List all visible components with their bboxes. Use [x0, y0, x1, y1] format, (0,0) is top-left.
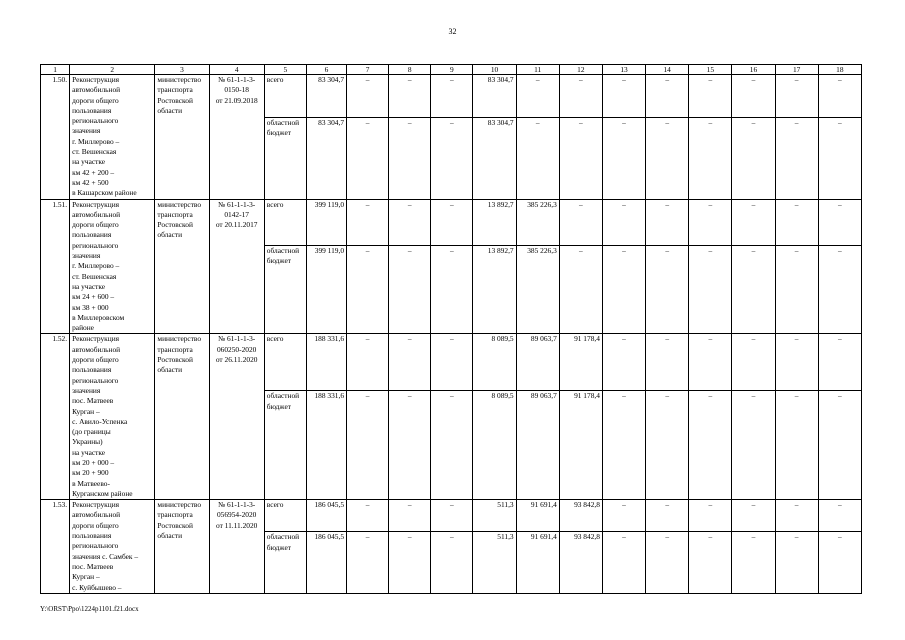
document-cell-line: № 61-1-1-3- [218, 334, 256, 344]
amount-cell: – [559, 75, 602, 118]
table-row [41, 500, 862, 532]
amount-cell: – [389, 199, 431, 245]
amount-cell: – [646, 500, 689, 532]
object-name-cell-line: Реконструкция [72, 199, 120, 209]
amount-cell: – [646, 75, 689, 118]
amount-cell: 83 304,7 [473, 117, 516, 199]
object-name-cell-line: пос. Матвеев [72, 396, 114, 406]
amount-cell: – [689, 75, 732, 118]
document-cell-line: № 61-1-1-3- [218, 75, 256, 84]
amount-cell: – [347, 117, 389, 199]
object-name-cell-line: автомобильной [72, 510, 121, 520]
amount-cell: – [646, 117, 689, 199]
object-name-cell-line: на участке [72, 281, 106, 291]
amount-cell: 399 119,0 [306, 199, 346, 245]
amount-cell: – [389, 334, 431, 391]
organization-cell-line: министерство [157, 75, 202, 84]
column-number-cell: 9 [431, 65, 473, 75]
object-name-cell-line: км 20 + 000 – [72, 457, 115, 467]
object-name-cell-line: регионального [72, 375, 119, 385]
object-name-cell [70, 500, 155, 594]
amount-cell: – [818, 199, 861, 245]
column-number-cell: 2 [70, 65, 155, 75]
organization-cell [155, 500, 209, 594]
amount-cell: 186 045,5 [306, 500, 346, 532]
column-number-cell: 15 [689, 65, 732, 75]
column-number-cell: 18 [818, 65, 861, 75]
amount-cell: – [347, 532, 389, 594]
amount-cell: 186 045,5 [306, 532, 346, 594]
column-number-cell: 7 [347, 65, 389, 75]
amount-cell: – [732, 117, 775, 199]
organization-cell-line: области [157, 105, 183, 115]
column-number-cell: 16 [732, 65, 775, 75]
amount-cell: 91 178,4 [559, 334, 602, 391]
object-name-cell-line: дороги общего [72, 95, 119, 105]
amount-cell: – [689, 117, 732, 199]
column-number-cell: 10 [473, 65, 516, 75]
organization-cell-line: министерство [157, 199, 202, 209]
amount-cell: – [431, 199, 473, 245]
document-cell-line: от 21.09.2018 [215, 95, 258, 105]
object-name-cell-line: км 38 + 000 [72, 302, 109, 312]
amount-cell: 511,3 [473, 500, 516, 532]
amount-cell: – [732, 334, 775, 391]
object-name-cell-line: пользования [72, 105, 112, 115]
amount-cell: – [775, 117, 818, 199]
amount-cell: – [347, 334, 389, 391]
amount-cell: – [347, 75, 389, 118]
object-name-cell-line: км 24 + 600 – [72, 292, 115, 302]
column-number-cell: 1 [41, 65, 70, 75]
funding-source-cell: всего [264, 75, 306, 118]
row-number-cell: 1.50. [41, 75, 70, 200]
organization-cell-line: транспорта [157, 85, 193, 95]
amount-cell: – [689, 199, 732, 245]
amount-cell: – [646, 199, 689, 245]
object-name-cell-line: Курган – [72, 572, 100, 582]
column-number-cell: 4 [209, 65, 264, 75]
header-row [41, 65, 862, 75]
object-name-cell-line: в Матвеево- [72, 478, 110, 488]
amount-cell: – [602, 75, 645, 118]
object-name-cell-line: дороги общего [72, 520, 119, 530]
object-name-cell-line: (до границы [72, 427, 111, 437]
object-name-cell-line: автомобильной [72, 85, 121, 95]
amount-cell: – [431, 391, 473, 500]
amount-cell: – [516, 75, 559, 118]
document-cell-line: от 26.11.2020 [215, 355, 258, 365]
amount-cell: – [775, 75, 818, 118]
organization-cell [155, 75, 209, 200]
file-path-footer: Y:\ORST\Ppo\1224p1101.f21.docx [40, 605, 139, 613]
object-name-cell-line: г. Миллерово – [72, 136, 120, 146]
organization-cell-line: транспорта [157, 510, 193, 520]
funding-source-cell: областной бюджет [264, 117, 306, 199]
amount-cell: – [732, 532, 775, 594]
object-name-cell-line: на участке [72, 447, 106, 457]
amount-cell: – [431, 334, 473, 391]
object-name-cell-line: в Миллеровском [72, 312, 125, 322]
amount-cell: – [602, 500, 645, 532]
object-name-cell-line: ст. Вешенская [72, 271, 117, 281]
amount-cell: 93 842,8 [559, 500, 602, 532]
object-name-cell-line: Реконструкция [72, 334, 120, 344]
document-cell [209, 75, 264, 200]
amount-cell: – [689, 391, 732, 500]
table-row [41, 75, 862, 118]
amount-cell: – [389, 500, 431, 532]
column-number-cell: 17 [775, 65, 818, 75]
organization-cell-line: Ростовской [157, 355, 193, 365]
object-name-cell-line: регионального [72, 240, 119, 250]
amount-cell: – [732, 500, 775, 532]
object-name-cell-line: значения [72, 385, 101, 395]
object-name-cell-line: пользования [72, 365, 112, 375]
amount-cell: – [347, 245, 389, 334]
object-name-cell-line: значения [72, 126, 101, 136]
amount-cell: 188 331,6 [306, 334, 346, 391]
amount-cell: 385 226,3 [516, 199, 559, 245]
funding-source-cell: областной бюджет [264, 245, 306, 334]
amount-cell: 83 304,7 [473, 75, 516, 118]
document-cell [209, 500, 264, 594]
amount-cell: – [689, 500, 732, 532]
amount-cell: 83 304,7 [306, 75, 346, 118]
organization-cell-line: министерство [157, 334, 202, 344]
amount-cell: – [732, 75, 775, 118]
program-table [40, 64, 862, 594]
organization-cell [155, 334, 209, 500]
amount-cell: 91 691,4 [516, 500, 559, 532]
amount-cell: 13 892,7 [473, 199, 516, 245]
amount-cell: – [431, 500, 473, 532]
document-cell-line: 0150-18 [224, 85, 249, 95]
row-number-cell: 1.51. [41, 199, 70, 334]
amount-cell: – [818, 391, 861, 500]
amount-cell: – [818, 117, 861, 199]
object-name-cell-line: автомобильной [72, 344, 121, 354]
document-cell [209, 199, 264, 334]
object-name-cell-line: дороги общего [72, 355, 119, 365]
object-name-cell-line: км 42 + 200 – [72, 167, 115, 177]
row-number-cell: 1.53. [41, 500, 70, 594]
organization-cell-line: области [157, 531, 183, 541]
amount-cell: – [646, 391, 689, 500]
page-number: 32 [448, 27, 457, 36]
document-cell-line: № 61-1-1-3- [218, 500, 256, 510]
object-name-cell-line: км 20 + 900 [72, 468, 109, 478]
document-cell-line: 0142-17 [224, 209, 249, 219]
column-number-cell: 11 [516, 65, 559, 75]
organization-cell-line: области [157, 230, 183, 240]
amount-cell: 13 892,7 [473, 245, 516, 334]
object-name-cell [70, 75, 155, 200]
amount-cell: – [689, 334, 732, 391]
object-name-cell-line: ст. Вешенская [72, 147, 117, 157]
object-name-cell-line: пользования [72, 531, 112, 541]
organization-cell-line: Ростовской [157, 520, 193, 530]
object-name-cell-line: пос. Матвеев [72, 561, 114, 571]
amount-cell: – [775, 199, 818, 245]
document-cell-line: № 61-1-1-3- [218, 199, 256, 209]
document-cell-line: от 20.11.2017 [215, 220, 258, 230]
funding-source-cell: всего [264, 500, 306, 532]
row-number-cell: 1.52. [41, 334, 70, 500]
amount-cell: 188 331,6 [306, 391, 346, 500]
amount-cell: 93 842,8 [559, 532, 602, 594]
amount-cell: – [389, 117, 431, 199]
amount-cell: – [732, 245, 775, 334]
funding-source-cell: областной бюджет [264, 391, 306, 500]
document-cell [209, 334, 264, 500]
organization-cell-line: Ростовской [157, 220, 193, 230]
amount-cell: – [732, 199, 775, 245]
amount-cell: – [516, 117, 559, 199]
amount-cell: – [689, 532, 732, 594]
amount-cell: – [646, 245, 689, 334]
amount-cell: – [431, 532, 473, 594]
object-name-cell [70, 334, 155, 500]
object-name-cell-line: км 42 + 500 [72, 177, 109, 187]
amount-cell: – [431, 117, 473, 199]
object-name-cell-line: районе [72, 323, 94, 333]
object-name-cell-line: с. Авило-Успенка [72, 416, 128, 426]
amount-cell: 399 119,0 [306, 245, 346, 334]
object-name-cell-line: в Кашарском районе [72, 188, 137, 198]
object-name-cell-line: автомобильной [72, 209, 121, 219]
amount-cell: – [689, 245, 732, 334]
object-name-cell-line: Реконструкция [72, 75, 120, 84]
amount-cell: – [559, 117, 602, 199]
column-number-cell: 8 [389, 65, 431, 75]
object-name-cell-line: г. Миллерово – [72, 261, 120, 271]
amount-cell: – [775, 334, 818, 391]
amount-cell: 8 089,5 [473, 391, 516, 500]
organization-cell-line: транспорта [157, 209, 193, 219]
amount-cell: – [602, 391, 645, 500]
amount-cell: – [347, 391, 389, 500]
object-name-cell-line: значения с. Самбек – [72, 551, 139, 561]
amount-cell: – [602, 334, 645, 391]
column-number-cell: 13 [602, 65, 645, 75]
amount-cell: 8 089,5 [473, 334, 516, 391]
amount-cell: – [602, 532, 645, 594]
amount-cell: 511,3 [473, 532, 516, 594]
amount-cell: – [646, 532, 689, 594]
amount-cell: 385 226,3 [516, 245, 559, 334]
organization-cell-line: транспорта [157, 344, 193, 354]
amount-cell: – [818, 334, 861, 391]
amount-cell: – [389, 391, 431, 500]
amount-cell: – [347, 500, 389, 532]
object-name-cell [70, 199, 155, 334]
organization-cell-line: Ростовской [157, 95, 193, 105]
amount-cell: – [559, 199, 602, 245]
amount-cell: – [602, 117, 645, 199]
object-name-cell-line: Реконструкция [72, 500, 120, 510]
amount-cell: – [818, 532, 861, 594]
amount-cell: – [389, 75, 431, 118]
amount-cell: – [602, 199, 645, 245]
amount-cell: – [818, 75, 861, 118]
amount-cell: – [818, 500, 861, 532]
amount-cell: – [559, 245, 602, 334]
amount-cell: – [347, 199, 389, 245]
object-name-cell-line: Курган – [72, 406, 100, 416]
amount-cell: – [818, 245, 861, 334]
amount-cell: 91 178,4 [559, 391, 602, 500]
amount-cell: 89 063,7 [516, 334, 559, 391]
funding-source-cell: всего [264, 199, 306, 245]
organization-cell-line: министерство [157, 500, 202, 510]
document-cell-line: 060250-2020 [216, 344, 257, 354]
column-number-cell: 14 [646, 65, 689, 75]
column-number-cell: 6 [306, 65, 346, 75]
organization-cell [155, 199, 209, 334]
table-row [41, 199, 862, 245]
amount-cell: – [775, 391, 818, 500]
amount-cell: – [732, 391, 775, 500]
amount-cell: 83 304,7 [306, 117, 346, 199]
amount-cell: 91 691,4 [516, 532, 559, 594]
amount-cell: – [389, 532, 431, 594]
object-name-cell-line: регионального [72, 541, 119, 551]
object-name-cell-line: с. Куйбышево – [72, 582, 122, 592]
object-name-cell-line: дороги общего [72, 220, 119, 230]
column-number-cell: 3 [155, 65, 209, 75]
amount-cell: – [602, 245, 645, 334]
amount-cell: – [646, 334, 689, 391]
amount-cell: – [775, 532, 818, 594]
object-name-cell-line: Украины) [72, 437, 103, 447]
column-number-cell: 12 [559, 65, 602, 75]
funding-source-cell: областной бюджет [264, 532, 306, 594]
table-row [41, 334, 862, 391]
amount-cell: – [775, 500, 818, 532]
amount-cell: – [431, 75, 473, 118]
object-name-cell-line: значения [72, 251, 101, 261]
amount-cell: – [389, 245, 431, 334]
object-name-cell-line: на участке [72, 157, 106, 167]
amount-cell: – [775, 245, 818, 334]
amount-cell: 89 063,7 [516, 391, 559, 500]
funding-source-cell: всего [264, 334, 306, 391]
object-name-cell-line: регионального [72, 116, 119, 126]
object-name-cell-line: пользования [72, 230, 112, 240]
amount-cell: – [431, 245, 473, 334]
organization-cell-line: области [157, 365, 183, 375]
document-cell-line: 056954-2020 [216, 510, 257, 520]
column-number-cell: 5 [264, 65, 306, 75]
document-cell-line: от 11.11.2020 [215, 520, 258, 530]
object-name-cell-line: Курганском районе [72, 488, 133, 498]
